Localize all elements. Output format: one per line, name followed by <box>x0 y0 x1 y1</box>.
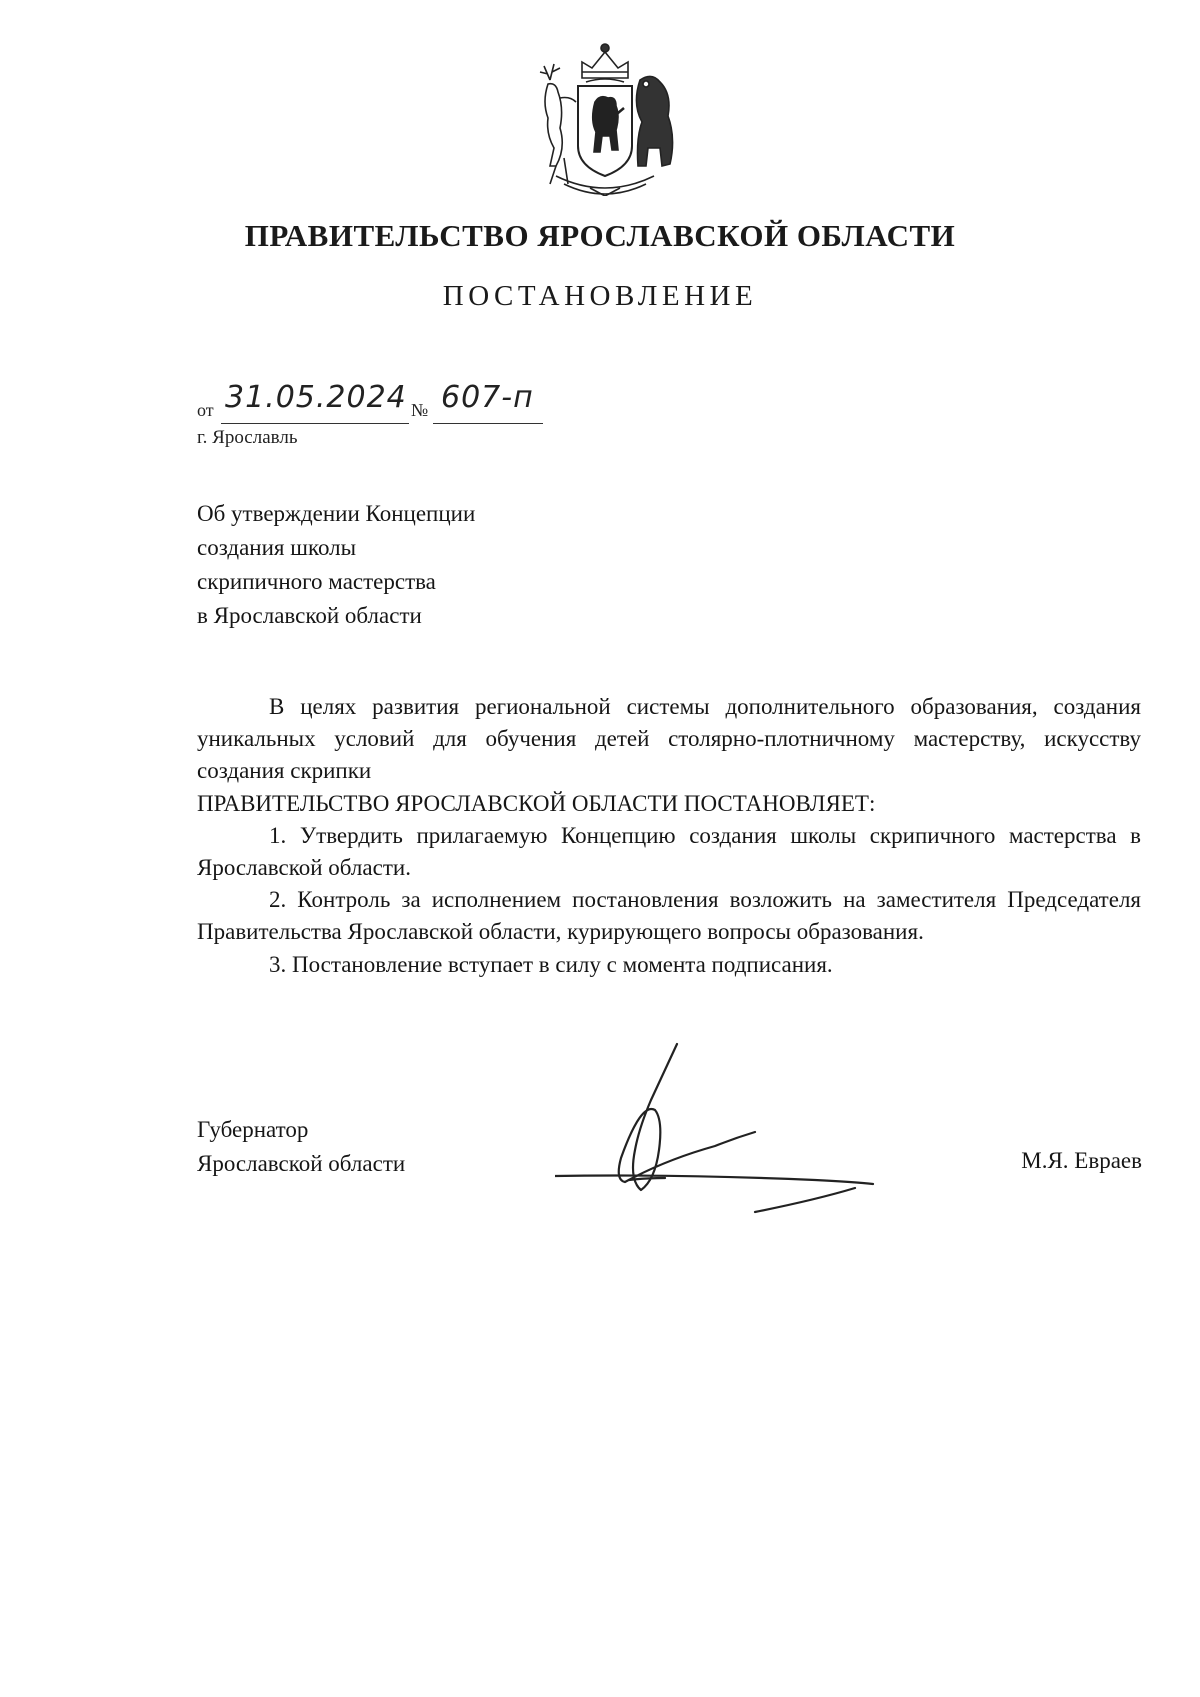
subject-line: создания школы <box>197 535 357 560</box>
handwritten-signature-icon <box>555 1040 915 1220</box>
position-line: Ярославской области <box>197 1151 406 1176</box>
position-line: Губернатор <box>197 1117 309 1142</box>
coat-of-arms-icon <box>520 38 690 196</box>
city-label: г. Ярославль <box>197 427 298 448</box>
decree-item: 2. Контроль за исполнением постановления возложить на заместителя Председателя Правительства Ярославской области, курирующего вопросы образования. <box>197 887 1141 945</box>
date-value: 31.05.2024 <box>225 380 407 415</box>
subject-line: в Ярославской области <box>197 603 422 628</box>
document-body <box>197 691 1141 981</box>
document-type: ПОСТАНОВЛЕНИЕ <box>442 280 758 312</box>
government-title: ПРАВИТЕЛЬСТВО ЯРОСЛАВСКОЙ ОБЛАСТИ <box>244 218 956 253</box>
signatory-position <box>197 1113 405 1181</box>
preamble-paragraph: В целях развития региональной системы дополнительного образования, создания уникальных условий для обучения детей столярно-плотничному мастерству, искусству создания скрипки <box>197 694 1141 784</box>
decree-item: 3. Постановление вступает в силу с момента подписания. <box>269 951 833 977</box>
document-date-number <box>197 380 757 424</box>
number-value: 607-п <box>441 380 534 415</box>
subject-line: Об утверждении Концепции <box>197 501 476 526</box>
number-label: № <box>411 400 429 420</box>
signatory-name: М.Я. Евраев <box>1021 1148 1142 1173</box>
number-underline <box>433 423 543 424</box>
date-label: от <box>197 400 214 420</box>
decree-statement: ПРАВИТЕЛЬСТВО ЯРОСЛАВСКОЙ ОБЛАСТИ ПОСТАНОВЛЯЕТ: <box>197 790 876 816</box>
decree-item: 1. Утвердить прилагаемую Концепцию создания школы скрипичного мастерства в Ярославской области. <box>197 822 1141 881</box>
document-subject <box>197 497 797 633</box>
date-underline <box>221 423 409 424</box>
subject-line: скрипичного мастерства <box>197 569 436 594</box>
